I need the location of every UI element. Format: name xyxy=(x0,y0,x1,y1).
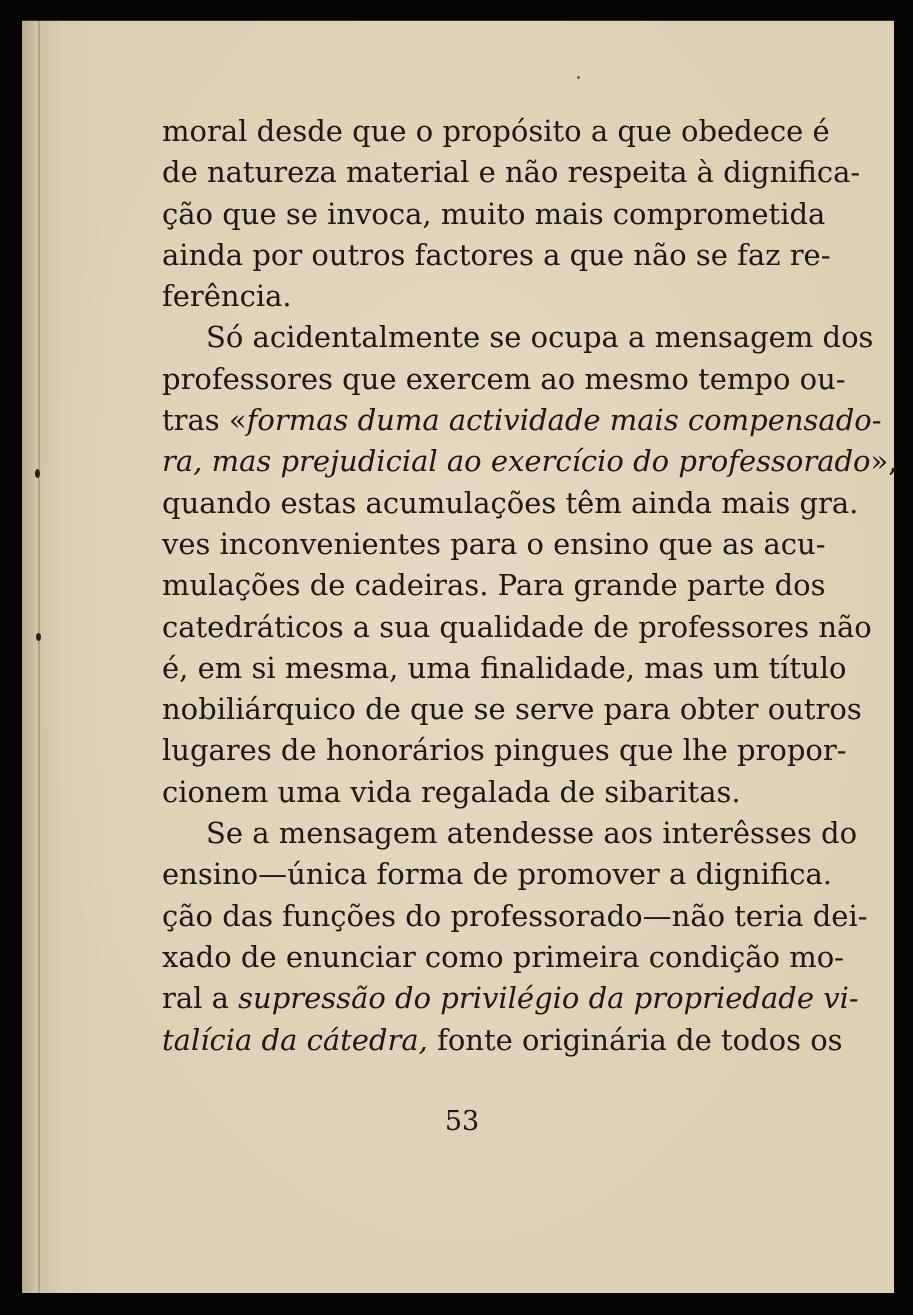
roman-segment: », xyxy=(870,444,898,479)
text-line: xado de enunciar como primeira condição mo- xyxy=(162,939,844,974)
italic-segment: supressão do privilégio da propriedade vi- xyxy=(238,981,859,1016)
text-line: mulações de cadeiras. Para grande parte dos xyxy=(162,568,826,603)
ink-speck xyxy=(577,76,580,79)
text-line-with-italic xyxy=(162,978,859,1019)
roman-segment: fonte originária de todos os xyxy=(427,1022,843,1057)
italic-segment: talícia da cátedra, xyxy=(162,1022,428,1057)
text-line: ves inconvenientes para o ensino que as acu- xyxy=(162,526,826,561)
text-line: nobiliárquico de que se serve para obter outros xyxy=(162,692,862,727)
paragraph-start-line: Só acidentalmente se ocupa a mensagem dos xyxy=(206,320,874,355)
book-page xyxy=(22,20,898,1293)
text-line: ensino—única forma de promover a dignifica. xyxy=(162,857,832,892)
body-text xyxy=(162,111,898,1061)
text-line: ferência. xyxy=(162,279,292,314)
text-line-with-quote xyxy=(162,441,898,482)
text-line: ainda por outros factores a que não se faz re- xyxy=(162,237,831,272)
paragraph-start-line: Se a mensagem atendesse aos interêsses do xyxy=(206,816,858,851)
text-line: quando estas acumulações têm ainda mais gra. xyxy=(162,485,859,520)
text-line: cionem uma vida regalada de sibaritas. xyxy=(162,774,741,809)
text-line: professores que exercem ao mesmo tempo ou- xyxy=(162,361,846,396)
italic-quote-segment: ra, mas prejudicial ao exercício do professorado xyxy=(162,444,871,479)
text-line: moral desde que o propósito a que obedece é xyxy=(162,114,830,148)
ink-speck xyxy=(35,469,40,478)
roman-segment: ral a xyxy=(162,981,239,1016)
page-number: 53 xyxy=(444,1106,480,1137)
gutter-fold-line xyxy=(38,21,40,1293)
text-line: ção das funções do professorado—não teria dei- xyxy=(162,898,868,933)
ink-speck xyxy=(36,633,41,641)
text-line: ção que se invoca, muito mais comprometida xyxy=(162,196,826,231)
italic-quote-segment: formas duma actividade mais compensado- xyxy=(246,403,882,438)
text-line-with-quote xyxy=(162,400,882,441)
text-line: catedráticos a sua qualidade de professores não xyxy=(162,609,872,644)
text-line: lugares de honorários pingues que lhe propor- xyxy=(162,733,847,768)
roman-segment: tras « xyxy=(162,403,247,438)
page-gutter xyxy=(22,21,48,1293)
text-line: é, em si mesma, uma finalidade, mas um título xyxy=(162,650,847,685)
text-line: de natureza material e não respeita à dignifica- xyxy=(162,155,861,190)
text-line-with-italic xyxy=(162,1020,843,1061)
